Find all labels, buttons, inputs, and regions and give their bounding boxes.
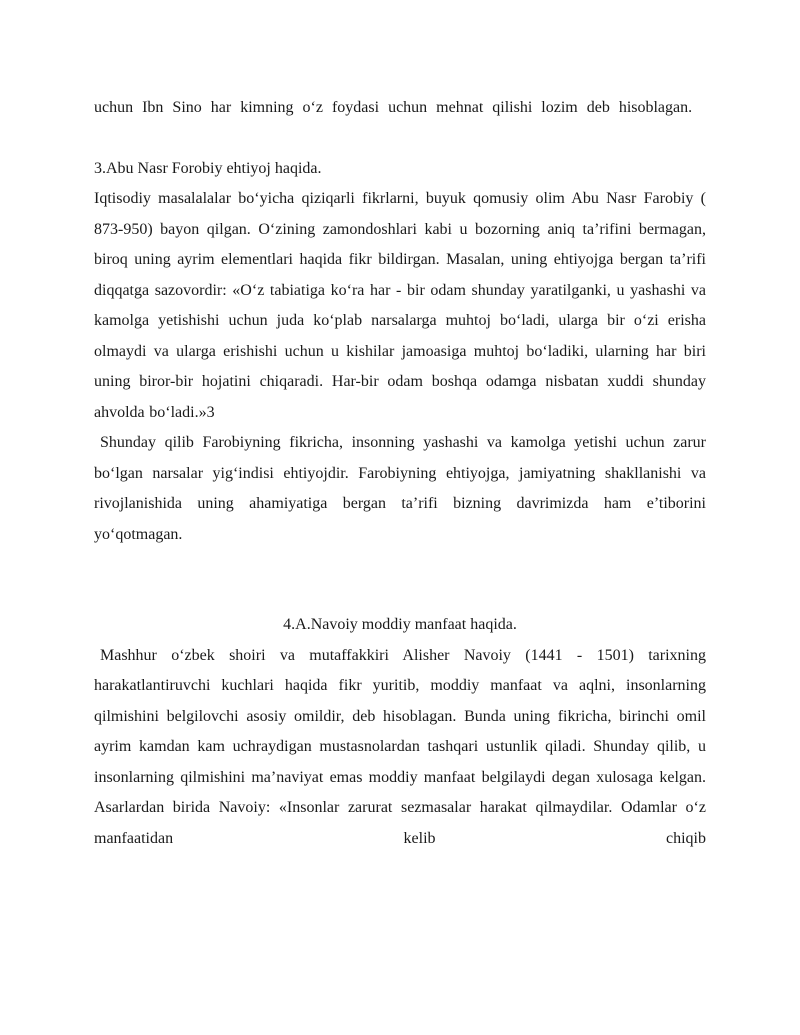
paragraph-forobiy-needs: Iqtisodiy masalalalar bo‘yicha qiziqarli fikrlarni, buyuk qomusiy olim Abu Nasr Farobiy ( 873-950) bayon qilgan. O‘zining zamondoshlari kabi u bozorning aniq ta’rifini bermagan, biroq uning ayrim elementlari haqida fikr bildirgan. Masalan, uning ehtiyojga bergan ta’rifi diqqatga sazovordir: «O‘z tabiatiga ko‘ra har - bir odam shunday yaratilganki, u yashashi va kamolga yetishishi uchun juda ko‘plab narsalarga muhtoj bo‘ladi, ularga bir o‘zi erisha olmaydi va ularga erishishi uchun u kishilar jamoasiga muhtoj bo‘ladiki, ularning har biri uning biror-bir hojatini chiqaradi. Har-bir odam boshqa odamga nisbatan xuddi shunday ahvolda bo‘ladi.»3 bbox=[94, 190, 706, 421]
spacer bbox=[94, 124, 706, 154]
document-page bbox=[94, 93, 706, 854]
section-heading-forobiy: 3.Abu Nasr Forobiy ehtiyoj haqida. bbox=[94, 159, 322, 177]
paragraph-ibn-sino: uchun Ibn Sino har kimning o‘z foydasi uchun mehnat qilishi lozim deb hisoblagan. bbox=[94, 99, 693, 116]
spacer bbox=[94, 550, 706, 610]
section-heading-navoiy: 4.A.Navoiy moddiy manfaat haqida. bbox=[283, 616, 517, 633]
paragraph-navoiy: Mashhur o‘zbek shoiri va mutaffakkiri Alisher Navoiy (1441 - 1501) tarixning harakatlantiruvchi kuchlari haqida fikr yuritib, moddiy manfaat va aqlni, insonlarning qilmishini belgilovchi asosiy omildir, deb hisoblagan. Bunda uning fikricha, birinchi omil ayrim kamdan kam uchraydigan mustasnolardan tashqari ustunlik qiladi. Shunday qilib, u insonlarning qilmishini ma’naviyat emas moddiy manfaat belgilaydi degan xulosaga kelgan. Asarlardan birida Navoiy: «Insonlar zarurat sezmasalar harakat qilmaydilar. Odamlar o‘z manfaatidan kelib chiqib bbox=[94, 646, 706, 847]
paragraph-forobiy-summary: Shunday qilib Farobiyning fikricha, insonning yashashi va kamolga yetishi uchun zarur bo‘lgan narsalar yig‘indisi ehtiyojdir. Farobiyning ehtiyojga, jamiyatning shakllanishi va rivojlanishida uning ahamiyatiga bergan ta’rifi bizning davrimizda ham e’tiborini yo‘qotmagan. bbox=[94, 434, 706, 543]
